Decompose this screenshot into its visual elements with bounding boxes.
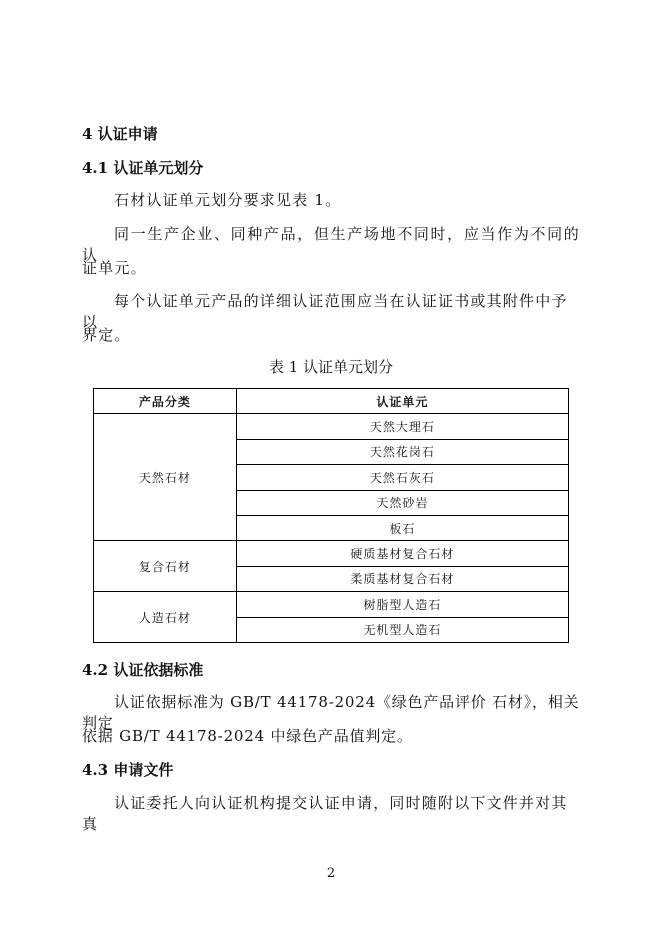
paragraph-unit-rule-line2: 证单元。	[82, 259, 147, 277]
table-header-row	[94, 389, 569, 414]
table-caption: 表 1 认证单元划分	[268, 358, 394, 376]
table-row	[94, 414, 569, 439]
unit-cell: 天然大理石	[236, 414, 568, 439]
unit-cell: 柔质基材复合石材	[236, 566, 568, 591]
unit-cell: 天然花岗石	[236, 439, 568, 464]
table-row	[94, 592, 569, 617]
header-unit: 认证单元	[236, 389, 568, 414]
unit-cell: 硬质基材复合石材	[236, 541, 568, 566]
certification-unit-table	[93, 388, 569, 643]
paragraph-table-reference: 石材认证单元划分要求见表 1。	[114, 191, 342, 209]
section-4-1-heading: 4.1 认证单元划分	[82, 159, 204, 177]
unit-cell: 无机型人造石	[236, 617, 568, 642]
header-category: 产品分类	[94, 389, 237, 414]
page-number: 2	[326, 866, 336, 881]
category-cell: 人造石材	[94, 592, 237, 643]
unit-cell: 天然砂岩	[236, 490, 568, 515]
paragraph-scope-line1: 每个认证单元产品的详细认证范围应当在认证证书或其附件中予以	[82, 292, 568, 331]
table-row	[94, 541, 569, 566]
paragraph-scope-line2: 界定。	[82, 326, 131, 344]
unit-cell: 树脂型人造石	[236, 592, 568, 617]
section-4-heading: 4 认证申请	[82, 125, 158, 143]
section-4-3-heading: 4.3 申请文件	[82, 761, 174, 779]
paragraph-standard-line2: 依据 GB/T 44178-2024 中绿色产品值判定。	[82, 727, 413, 745]
unit-cell: 板石	[236, 515, 568, 540]
unit-cell: 天然石灰石	[236, 465, 568, 490]
category-cell: 天然石材	[94, 414, 237, 541]
paragraph-application-line1: 认证委托人向认证机构提交认证申请，同时随附以下文件并对其真	[82, 794, 568, 833]
paragraph-unit-rule-line1: 同一生产企业、同种产品，但生产场地不同时，应当作为不同的认	[82, 225, 580, 264]
category-cell: 复合石材	[94, 541, 237, 592]
paragraph-standard-line1: 认证依据标准为 GB/T 44178-2024《绿色产品评价 石材》，相关判定	[82, 693, 580, 732]
section-4-2-heading: 4.2 认证依据标准	[82, 661, 204, 679]
